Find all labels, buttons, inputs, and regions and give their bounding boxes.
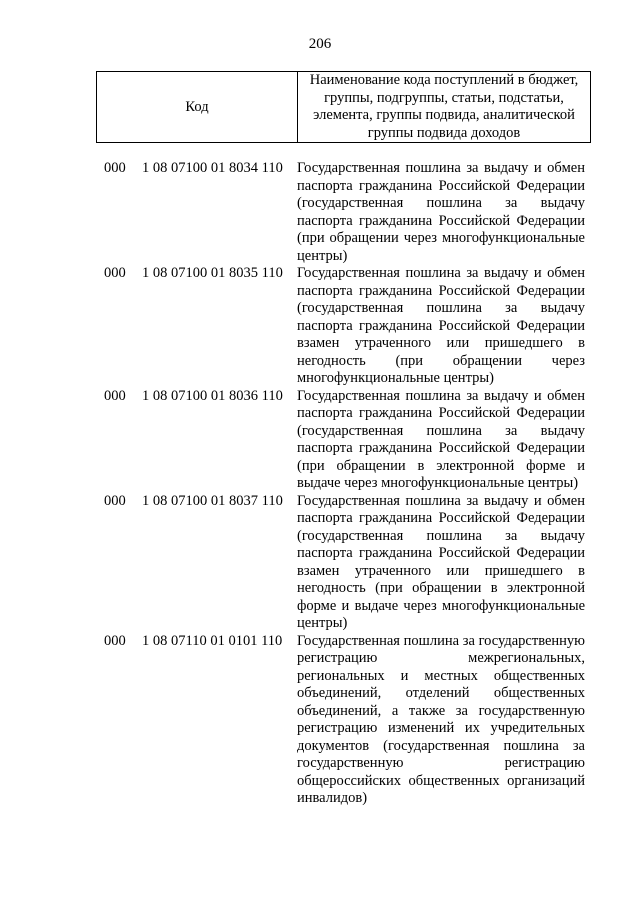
header-name-column: Наименование кода поступлений в бюджет, группы, подгруппы, статьи, подстатьи, элемента, группы подвида, аналитической группы подвида доходов xyxy=(309,72,579,141)
admin-code: 000 xyxy=(104,492,126,509)
table-row xyxy=(0,493,640,633)
page-number: 206 xyxy=(308,36,332,52)
revenue-code: 1 08 07100 01 8035 110 xyxy=(142,265,283,281)
revenue-description: Государственная пошлина за выдачу и обмен паспорта гражданина Российской Федерации (государственная пошлина за выдачу паспорта гражданина Российской Федерации (при обращении через многофункциональные центры) xyxy=(297,160,585,264)
admin-code: 000 xyxy=(104,265,126,281)
revenue-code: 1 08 07100 01 8034 110 xyxy=(142,160,283,176)
table-row xyxy=(0,633,640,808)
revenue-code: 1 08 07100 01 8037 110 xyxy=(142,492,283,509)
admin-code: 000 xyxy=(104,632,126,649)
revenue-code: 1 08 07100 01 8036 110 xyxy=(142,387,283,404)
revenue-description: Государственная пошлина за государственную регистрацию межрегиональных, региональных и местных общественных объединений, отделений общественных объединений, а также за государственную регистрацию изменений их учредительных документов (государственная пошлина за государственную регистрацию общероссийских общественных организаций инвалидов) xyxy=(297,632,585,806)
table-row xyxy=(0,265,640,388)
table-header xyxy=(96,71,591,143)
revenue-description: Государственная пошлина за выдачу и обмен паспорта гражданина Российской Федерации (государственная пошлина за выдачу паспорта гражданина Российской Федерации взамен утраченного или пришедшего в негодность (при обращении через многофункциональные центры) xyxy=(297,265,585,386)
table-body xyxy=(0,160,640,808)
admin-code: 000 xyxy=(104,387,126,404)
header-code-column: Код xyxy=(97,72,298,142)
revenue-description: Государственная пошлина за выдачу и обмен паспорта гражданина Российской Федерации (государственная пошлина за выдачу паспорта гражданина Российской Федерации (при обращении в электронной форме и выдаче через многофункциональные центры) xyxy=(297,387,585,491)
admin-code: 000 xyxy=(104,160,126,176)
revenue-code: 1 08 07110 01 0101 110 xyxy=(142,632,283,649)
table-row xyxy=(0,160,640,265)
table-row xyxy=(0,388,640,493)
revenue-description: Государственная пошлина за выдачу и обмен паспорта гражданина Российской Федерации (государственная пошлина за выдачу паспорта гражданина Российской Федерации взамен утраченного или пришедшего в негодность (при обращении в электронной форме и выдаче через многофункциональные центры) xyxy=(297,492,585,631)
